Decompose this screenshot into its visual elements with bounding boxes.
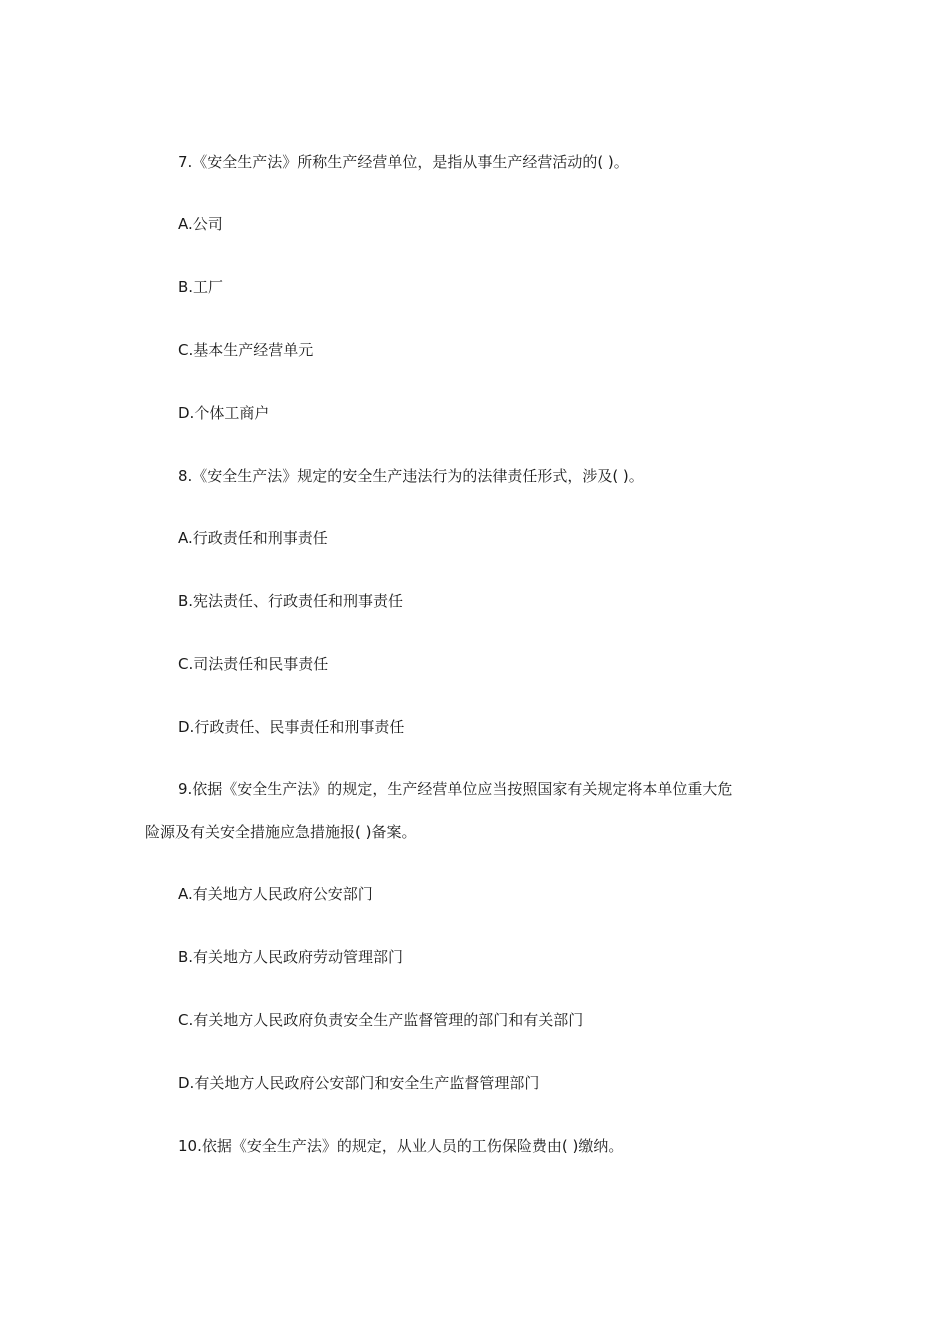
question-8-option-d: D.行政责任、民事责任和刑事责任 (178, 718, 405, 736)
question-9-option-d: D.有关地方人民政府公安部门和安全生产监督管理部门 (178, 1074, 540, 1092)
question-10-stem: 10.依据《安全生产法》的规定，从业人员的工伤保险费由( )缴纳。 (178, 1137, 624, 1155)
question-9-option-b: B.有关地方人民政府劳动管理部门 (178, 948, 404, 966)
question-7-option-c: C.基本生产经营单元 (178, 341, 314, 359)
question-7-option-a: A.公司 (178, 215, 223, 233)
question-9-stem-line-2: 险源及有关安全措施应急措施报( )备案。 (145, 823, 417, 841)
question-8-option-b: B.宪法责任、行政责任和刑事责任 (178, 592, 404, 610)
question-9-stem-line-1: 9.依据《安全生产法》的规定，生产经营单位应当按照国家有关规定将本单位重大危 (178, 780, 733, 798)
question-8-option-a: A.行政责任和刑事责任 (178, 529, 328, 547)
question-7-option-d: D.个体工商户 (178, 404, 270, 422)
question-8-option-c: C.司法责任和民事责任 (178, 655, 329, 673)
question-7-stem: 7.《安全生产法》所称生产经营单位，是指从事生产经营活动的( )。 (178, 153, 629, 171)
question-8-stem: 8.《安全生产法》规定的安全生产违法行为的法律责任形式，涉及( )。 (178, 467, 644, 485)
question-7-option-b: B.工厂 (178, 278, 224, 296)
question-9-option-c: C.有关地方人民政府负责安全生产监督管理的部门和有关部门 (178, 1011, 584, 1029)
question-9-option-a: A.有关地方人民政府公安部门 (178, 885, 373, 903)
